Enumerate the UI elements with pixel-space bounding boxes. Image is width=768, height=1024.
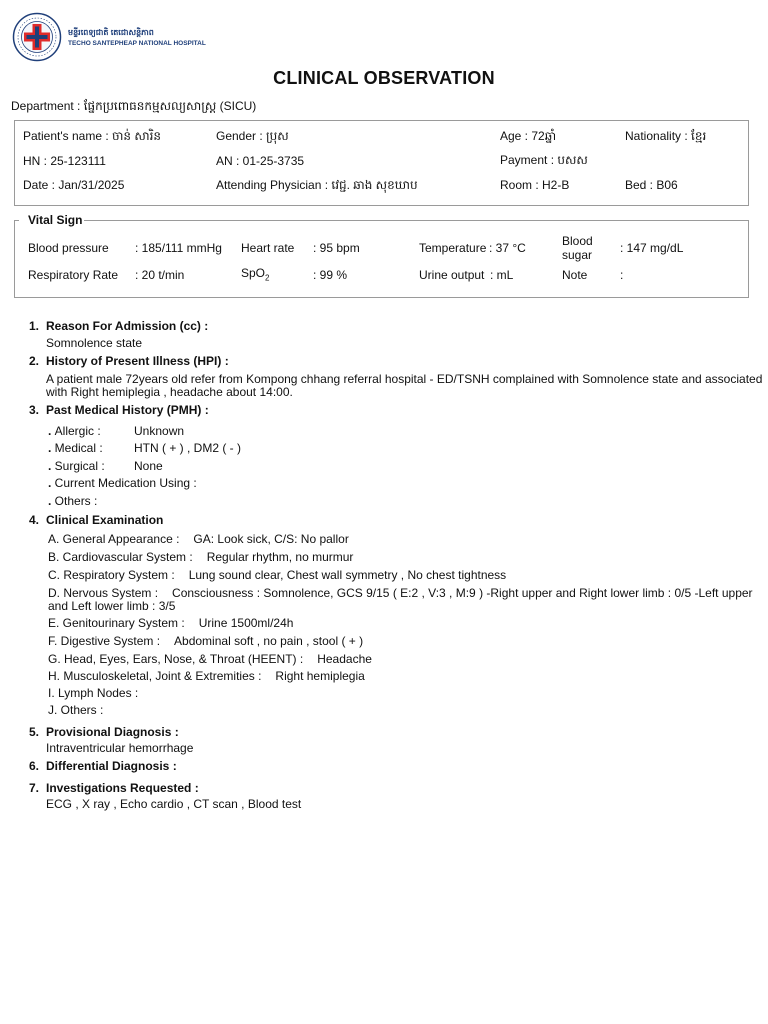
vital-sign-title: Vital Sign [28,213,83,227]
exam-label: C. Respiratory System : [48,568,175,582]
section-heading: Reason For Admission (cc) : [46,319,209,333]
exam-nervous-line2: and Left lower limb : 3/5 [48,599,176,613]
exam-value: Urine 1500ml/24h [198,616,294,630]
section-heading: Differential Diagnosis : [46,759,177,773]
patient-gender: Gender : ប្រុស [216,129,289,143]
hr-label: Heart rate [241,241,295,255]
patient-age: Age : 72ឆ្នាំ [500,129,557,143]
pmh-others-label: Others : [54,494,98,508]
patient-info-box [14,120,749,206]
exam-general-appearance [48,533,758,546]
pmh-item-label: . Others : [48,494,98,508]
patient-hn: HN : 25-123111 [23,154,106,168]
patient-nationality: Nationality : ខ្មែរ [625,129,707,143]
hospital-name-khmer: មន្ទីរពេទ្យជាតិ តេជោសន្តិភាព [68,28,154,37]
section-heading: History of Present Illness (HPI) : [46,354,229,368]
exam-label: J. Others : [48,703,104,717]
pmh-allergic-label: Allergic : [54,424,101,438]
department-label: Department : ផ្នែកប្រពោធនកម្មសល្យសាស្ត្រ (SICU) [11,99,257,113]
patient-name: Patient's name : ចាន់ សារិន [23,129,162,143]
section-number: 7. [29,781,40,795]
exam-value: Abdominal soft , no pain , stool ( + ) [174,634,364,648]
spo2-label-text: SpO [241,266,266,280]
pmh-item-label: . Medical : [48,441,103,455]
spo2-value: : 99 % [313,268,348,282]
section-number: 1. [29,319,40,333]
temp-value: : 37 °C [489,241,526,255]
section-number: 5. [29,725,40,739]
sugar-label [562,234,593,262]
hospital-cross-logo-icon [12,12,62,62]
bp-label: Blood pressure [28,241,109,255]
rr-label: Respiratory Rate [28,268,119,282]
pmh-medical-value: HTN ( + ) , DM2 ( - ) [134,441,241,455]
hospital-name [68,27,206,49]
exam-label: H. Musculoskeletal, Joint & Extremities : [48,669,262,683]
exam-musculoskeletal [48,670,758,683]
exam-label: F. Digestive System : [48,634,161,648]
section-heading: Provisional Diagnosis : [46,725,179,739]
exam-label: E. Genitourinary System : [48,616,185,630]
room-number: Room : H2-B [500,178,570,192]
pmh-surgical-value: None [134,459,163,473]
urine-label: Urine output [419,268,485,282]
exam-cardiovascular [48,551,758,564]
section-investigations [29,781,199,795]
pmh-surgical-label: Surgical : [54,459,105,473]
urine-value: : mL [490,268,514,282]
pmh-item-label: . Allergic : [48,424,101,438]
section-heading: Clinical Examination [46,513,164,527]
reason-admission-text: Somnolence state [46,336,143,350]
section-provisional-diagnosis [29,725,179,739]
exam-value: Headache [317,652,372,666]
hospital-name-english: TECHO SANTEPHEAP NATIONAL HOSPITAL [68,40,206,47]
exam-value: Lung sound clear, Chest wall symmetry , No chest tightness [188,568,507,582]
vital-box-top-border-left [14,220,19,221]
pmh-medication-label: Current Medication Using : [54,476,197,490]
section-clinical-exam [29,513,163,527]
provisional-diagnosis-text: Intraventricular hemorrhage [46,741,194,755]
section-heading: Past Medical History (PMH) : [46,403,209,417]
hpi-text-line2: with Right hemiplegia , headache about 14:00. [46,385,293,399]
section-heading: Investigations Requested : [46,781,199,795]
exam-value: GA: Look sick, C/S: No pallor [193,532,349,546]
section-number: 2. [29,354,40,368]
bp-value: : 185/111 mmHg [135,241,222,255]
exam-value: Regular rhythm, no murmur [206,550,354,564]
exam-value: Consciousness : Somnolence, GCS 9/15 ( E:2 , V:3 , M:9 ) -Right upper and Right lower limb : 0/5 -Left upper [172,586,753,600]
exam-label: G. Head, Eyes, Ears, Nose, & Throat (HEENT) : [48,652,304,666]
visit-date: Date : Jan/31/2025 [23,178,125,192]
section-number: 4. [29,513,40,527]
patient-payment: Payment : បសស [500,153,588,167]
hr-value: : 95 bpm [313,241,360,255]
pmh-item-label: . Current Medication Using : [48,476,197,490]
rr-value: : 20 t/min [135,268,185,282]
bed-number: Bed : B06 [625,178,678,192]
exam-others [48,704,758,717]
pmh-medical-label: Medical : [54,441,103,455]
hpi-text-line1: A patient male 72years old refer from Kompong chhang referral hospital - ED/TSNH complained with Somnolence state and associated [46,372,763,386]
sugar-value: : 147 mg/dL [620,241,684,255]
spo2-label-sub: 2 [265,273,270,283]
vital-sign-box [14,220,749,298]
section-reason-admission [29,319,208,333]
exam-digestive [48,635,758,648]
section-number: 3. [29,403,40,417]
exam-genitourinary [48,617,758,630]
attending-physician: Attending Physician : វេជ្ជ. ឆាង សុខឃាប [216,178,418,192]
vital-box-top-border-right [84,220,749,221]
exam-label: D. Nervous System : [48,586,159,600]
pmh-allergic-value: Unknown [134,424,185,438]
section-hpi [29,354,229,368]
exam-heent [48,653,758,666]
note-value: : [620,268,624,282]
exam-lymph-nodes [48,687,758,700]
temp-label: Temperature [419,241,487,255]
section-differential-diagnosis [29,759,177,773]
exam-label: I. Lymph Nodes : [48,686,139,700]
pmh-item-label: . Surgical : [48,459,105,473]
page-title: CLINICAL OBSERVATION [273,68,495,88]
note-label: Note [562,268,588,282]
spo2-label [241,266,269,282]
section-pmh [29,403,209,417]
exam-label: B. Cardiovascular System : [48,550,193,564]
patient-an: AN : 01-25-3735 [216,154,305,168]
exam-value: Right hemiplegia [275,669,365,683]
investigations-text: ECG , X ray , Echo cardio , CT scan , Blood test [46,797,302,811]
exam-label: A. General Appearance : [48,532,180,546]
sugar-label-line1: Blood [562,234,593,248]
sugar-label-line2: sugar [562,248,593,262]
exam-respiratory [48,569,758,582]
section-number: 6. [29,759,40,773]
